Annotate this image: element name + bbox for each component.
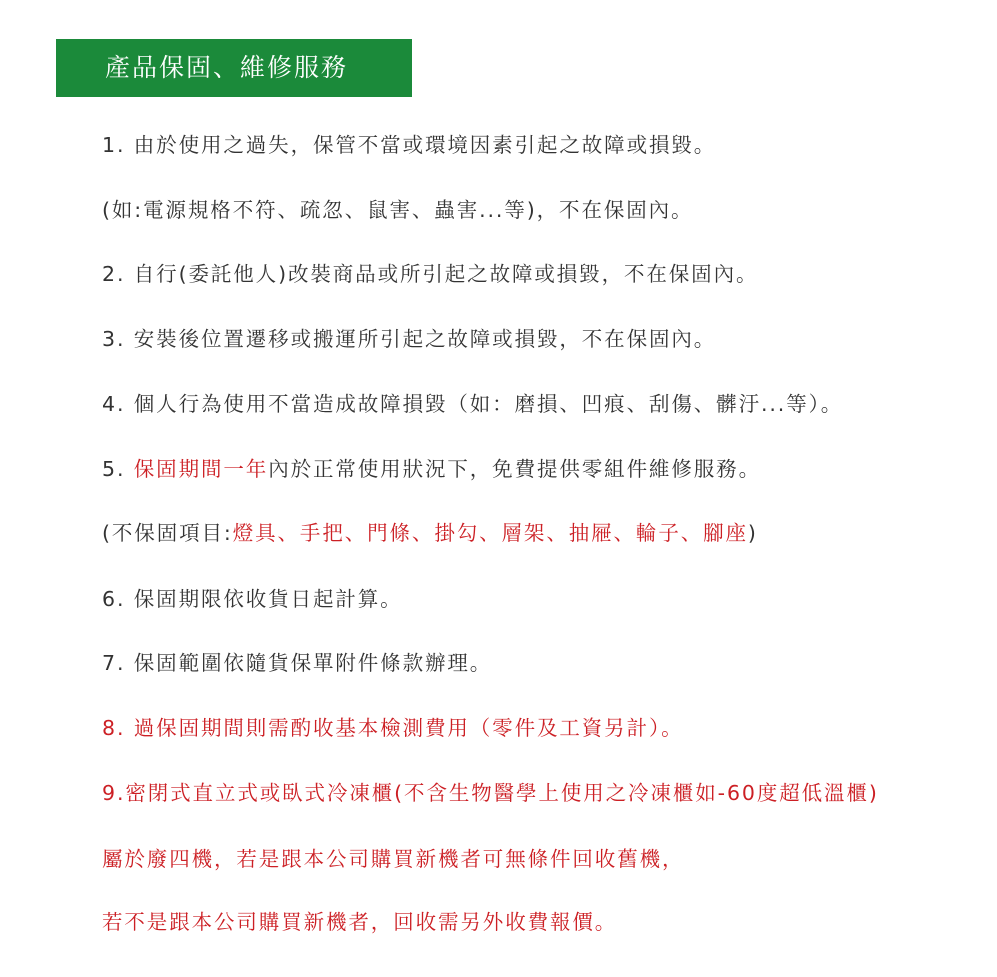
warranty-item-5-number: 5. [102,457,134,481]
excluded-items-prefix: (不保固項目: [102,521,233,545]
warranty-item-4: 4. 個人行為使用不當造成故障損毀（如：磨損、凹痕、刮傷、髒汙...等）。 [102,392,844,416]
excluded-items-list: 燈具、手把、門條、掛勾、層架、抽屜、輪子、腳座 [232,521,748,545]
section-title-banner [56,39,412,97]
warranty-item-1-note: (如:電源規格不符、疏忽、鼠害、蟲害...等)，不在保固內。 [102,198,694,222]
warranty-period-highlight: 保固期間一年 [133,457,269,481]
warranty-item-5-text: 內於正常使用狀況下，免費提供零組件維修服務。 [268,457,761,481]
excluded-items-suffix: ) [747,521,758,545]
warranty-item-1: 1. 由於使用之過失，保管不當或環境因素引起之故障或損毀。 [102,133,717,157]
warranty-item-9-recycle: 屬於廢四機，若是跟本公司購買新機者可無條件回收舊機， [102,847,685,871]
warranty-item-5 [102,452,761,486]
warranty-item-2: 2. 自行(委託他人)改裝商品或所引起之故障或損毀，不在保固內。 [102,262,759,286]
warranty-item-8: 8. 過保固期間則需酌收基本檢測費用（零件及工資另計）。 [102,716,684,740]
excluded-items-note [102,516,758,550]
warranty-item-9: 9.密閉式直立式或臥式冷凍櫃(不含生物醫學上使用之冷凍櫃如-60度超低溫櫃) [102,781,879,805]
section-title: 產品保固、維修服務 [105,53,349,82]
warranty-item-9-fee: 若不是跟本公司購買新機者，回收需另外收費報價。 [102,910,618,934]
warranty-item-6: 6. 保固期限依收貨日起計算。 [102,587,403,611]
warranty-item-3: 3. 安裝後位置遷移或搬運所引起之故障或損毀，不在保固內。 [102,327,717,351]
warranty-item-7: 7. 保固範圍依隨貨保單附件條款辦理。 [102,651,493,675]
